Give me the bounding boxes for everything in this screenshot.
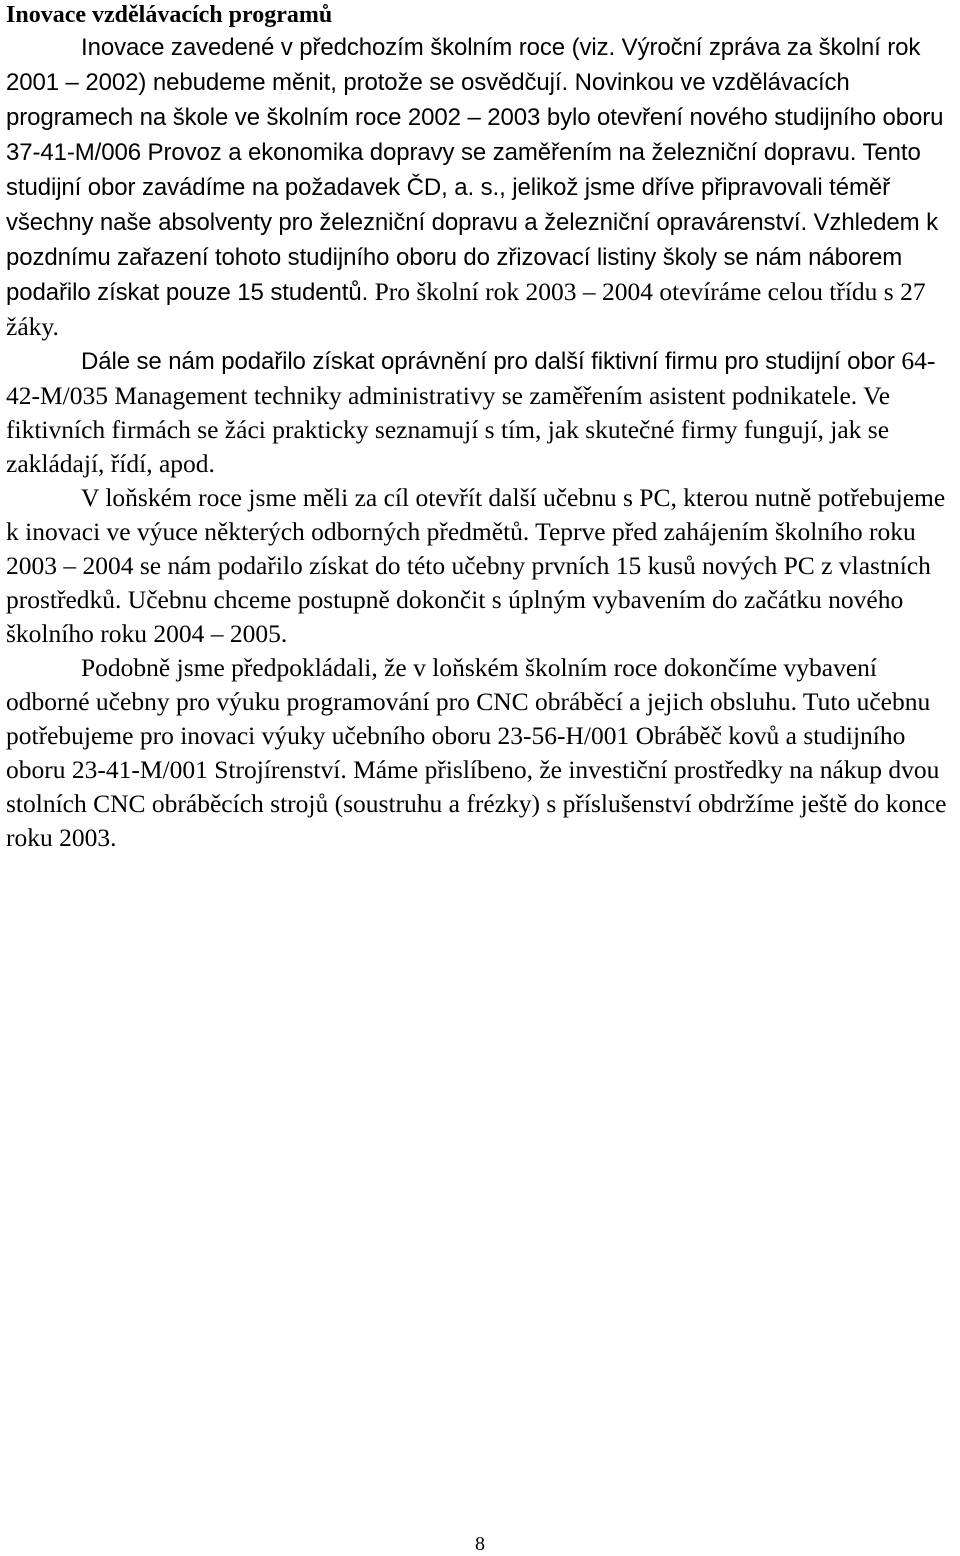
paragraph-2-text-serif: 64-42-M/035 Management techniky administrativy se zaměřením asistent podnikatele.	[6, 346, 936, 410]
section-heading: Inovace vzdělávacích programů	[6, 2, 333, 28]
page-number: 8	[475, 1533, 485, 1555]
paragraph-1	[6, 30, 956, 344]
document-body	[6, 0, 956, 855]
paragraph-4-text: Podobně jsme předpokládali, že v loňském školním roce dokončíme vybavení odborné učebny pro výuku programování pro CNC obráběcí a jejich obsluhu. Tuto učebnu potřebujeme pro inovaci výuky učebního oboru 23-56-H/001 Obráběč kovů a studijního oboru 23-41-M/001 Strojírenství. Máme přislíbeno, že investiční prostředky na nákup dvou stolních CNC obráběcích strojů (soustruhu a frézky) s příslušenství obdržíme ještě do konce roku 2003.	[6, 653, 947, 852]
paragraph-1-text-sans: Inovace zavedené v předchozím školním roce (viz. Výroční zpráva za školní rok 2001 – 2002) nebudeme měnit, protože se osvědčují. Novinkou ve vzdělávacích programech na škole ve školním roce 2002 – 2003 bylo otevření nového studijního oboru 37-41-M/006 Provoz a ekonomika dopravy se zaměřením na železniční dopravu. Tento studijní obor zavádíme na požadavek ČD, a. s., jelikož jsme dříve připravovali téměř všechny naše absolventy pro železniční dopravu a železniční opravárenství. Vzhledem k pozdnímu zařazení tohoto studijního oboru do zřizovací listiny školy se nám náborem podařilo získat pouze 15 studentů.	[6, 34, 944, 306]
paragraph-2-text-serif-b: Ve fiktivních firmách se žáci prakticky seznamují s tím, jak skutečné firmy fungují, jak se zakládají, řídí, apod.	[6, 381, 891, 478]
paragraph-2	[6, 344, 956, 481]
paragraph-2-text-sans-a: Dále se nám podařilo získat oprávnění pro další fiktivní firmu pro studijní obor	[81, 348, 902, 375]
paragraph-4	[6, 651, 956, 855]
paragraph-3	[6, 481, 956, 651]
paragraph-1-text-serif: Pro školní rok 2003 – 2004 otevíráme celou třídu s 27 žáky.	[6, 277, 926, 341]
paragraph-3-text: V loňském roce jsme měli za cíl otevřít další učebnu s PC, kterou nutně potřebujeme k inovaci ve výuce některých odborných předmětů. Teprve před zahájením školního roku 2003 – 2004 se nám podařilo získat do této učebny prvních 15 kusů nových PC z vlastních prostředků. Učebnu chceme postupně dokončit s úplným vybavením do začátku nového školního roku 2004 – 2005.	[6, 483, 946, 648]
